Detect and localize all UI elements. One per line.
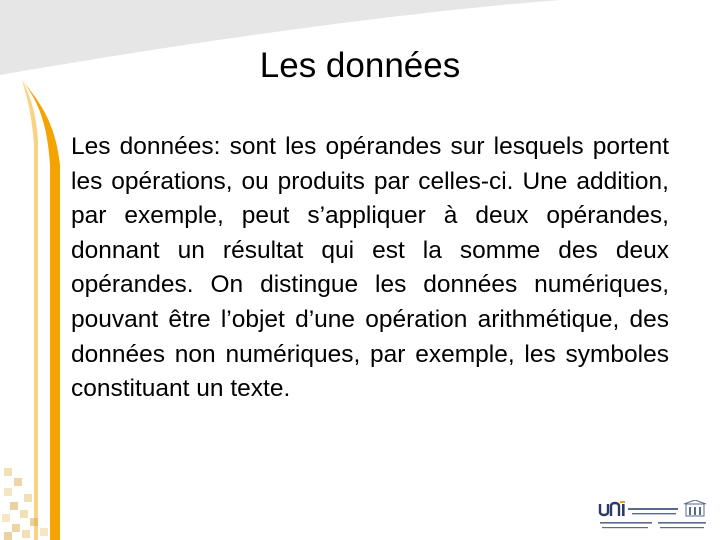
orange-arch-shape [22,80,60,540]
bottom-left-texture [2,468,48,540]
slide-title: Les données [259,46,461,85]
university-logo [598,500,710,536]
logo-mark [600,501,625,516]
building-icon [684,500,706,516]
orange-arch-inner-shape [22,80,38,540]
slide-body [71,130,669,407]
body-paragraph: Les données: sont les opérandes sur lesquels portent les opérations, ou produits par celles-ci. Une addition, par exemple, peut s’appliquer à deux opérandes, donnant un résultat qui est la somme des deux opérandes. On distingue les données numériques, pouvant être l’objet d’une opération arithmétique, des données non numériques, par exemple, les symboles constituant un texte. [71,133,669,403]
